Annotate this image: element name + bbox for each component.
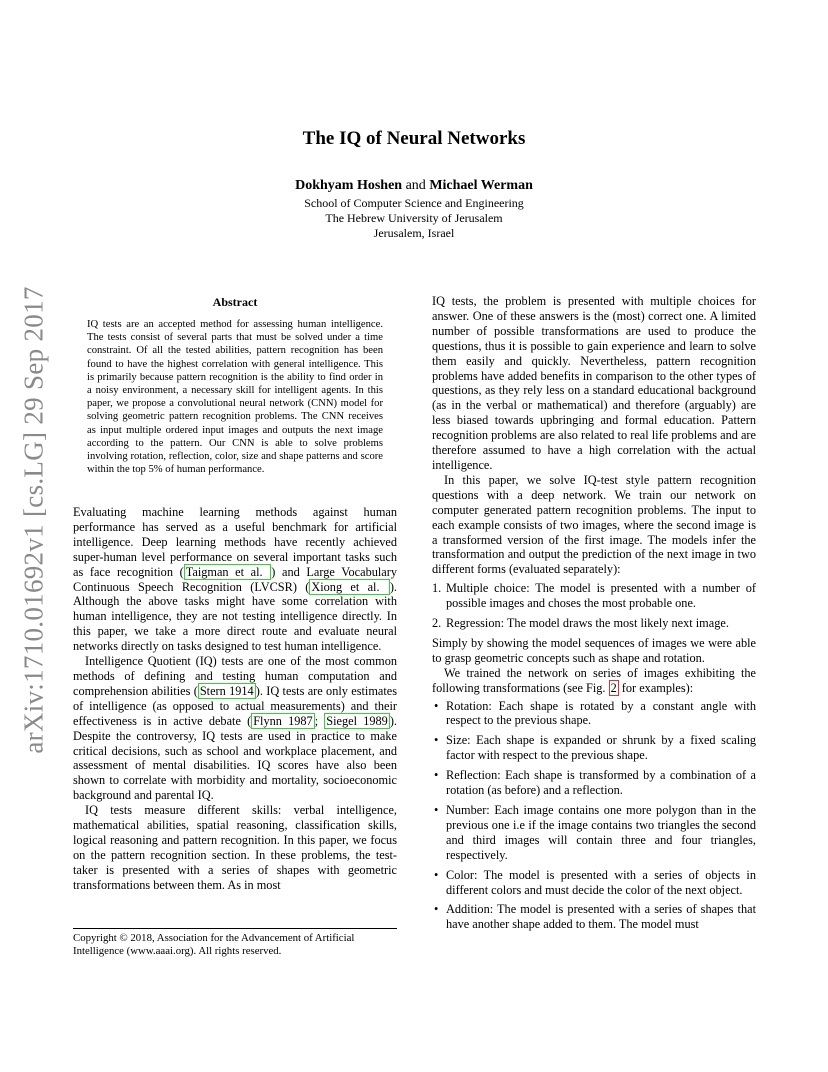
list-item: • Reflection: Each shape is transformed by a combination of a rotation (as before) and a reflection.	[432, 768, 756, 798]
right-paragraph-1: IQ tests, the problem is presented with multiple choices for answer. One of these answers is the (most) correct one. A limited number of possible transformations are used to produce the questions, thus it is possible to gain experience and learn to solve them easily and quickly. Nevertheless, pattern recognition problems have added benefits in comparison to the other types of questions, as they rely less on a standard educational background (as in the verbal or mathematical) and therefore (arguably) are less biased towards upbringing and formal education. Pattern recognition problems are also related to real life problems and are therefore assumed to have a high correlation with the actual intelligence.	[432, 294, 756, 472]
citation-siegel[interactable]: Siegel 1989	[326, 713, 388, 728]
author-1: Dokhyam Hoshen	[295, 178, 403, 193]
arxiv-identifier: arXiv:1710.01692v1 [cs.LG] 29 Sep 2017	[18, 286, 49, 754]
intro-paragraph-2: Intelligence Quotient (IQ) tests are one of the most common methods of defining and testing human computation and comprehension abilities ( Stern 1914 ). IQ tests are only estimates of intelligence (as opposed to actual measurements) and their effectiveness is in active debate ( Flynn 1987 ; Siegel 1989 ). Despite the controversy, IQ tests are used in practice to make critical decisions, such as school and workplace placement, and assessment of mental disabilities. IQ scores have also been shown to correlate with morbidity and mortality, socioeconomic background and parental IQ.	[73, 654, 398, 803]
copyright-footnote: Copyright © 2018, Association for the Advancement of Artificial Intelligence (www.aaai.org). All rights reserved.	[73, 928, 397, 958]
author-2: Michael Werman	[429, 178, 533, 193]
right-column	[432, 294, 756, 937]
list-item: • Rotation: Each shape is rotated by a constant angle with respect to the previous shape.	[432, 699, 756, 729]
author-conjunction: and	[405, 178, 426, 193]
intro-paragraph-1: Evaluating machine learning methods against human performance has served as a useful benchmark for artificial intelligence. Deep learning methods have recently achieved super-human level performance on several important tasks such as face recognition ( Taigman et al. ) and Large Vocabulary Continuous Speech Recognition (LVCSR) ( Xiong et al. ). Although the above tasks might have some correlation with human intelligence, they are not testing intelligence directly. In this paper, we take a more direct route and evaluate neural networks directly on tasks designed to test human intelligence.	[73, 505, 397, 654]
abstract-heading: Abstract	[212, 295, 258, 309]
intro-paragraph-3: IQ tests measure different skills: verbal intelligence, mathematical abilities, spatial reasoning, classification skills, logical reasoning and pattern recognition. In this paper, we focus on the pattern recognition section. In these problems, the test-taker is presented with a series of shapes with geometric transformations between them. As in most	[73, 803, 397, 892]
affiliation-location: Jerusalem, Israel	[373, 226, 455, 240]
right-paragraph-4: We trained the network on series of images exhibiting the following transformations (see Fig. 2 for examples):	[432, 665, 756, 695]
affiliation-school: School of Computer Science and Engineering	[304, 196, 524, 210]
list-item: 1. Multiple choice: The model is presented with a number of possible images and choses the most probable one.	[432, 581, 756, 611]
paper-title: The IQ of Neural Networks	[302, 128, 526, 149]
abstract-text: IQ tests are an accepted method for assessing human intelligence. The tests consist of several parts that must be solved under a time constraint. Of all the tested abilities, pattern recognition has been found to have the highest correlation with general intelligence. This is primarily because pattern recognition is the ability to find order in a noisy environment, a necessary skill for intelligent agents. In this paper, we propose a convolutional neural network (CNN) model for solving geometric pattern recognition problems. The CNN receives as input multiple ordered input images and outputs the next image according to the pattern. Our CNN is able to solve problems involving rotation, reflection, color, size and shape patterns and score within the top 5% of human performance.	[87, 319, 383, 476]
affiliation-university: The Hebrew University of Jerusalem	[325, 211, 503, 225]
list-item: 2. Regression: The model draws the most likely next image.	[432, 616, 729, 631]
list-item: • Size: Each shape is expanded or shrunk by a fixed scaling factor with respect to the previous shape.	[432, 733, 756, 763]
affiliation	[0, 196, 828, 241]
list-item: • Addition: The model is presented with a series of shapes that have another shape added to them. The model must	[432, 902, 756, 932]
right-paragraph-2: In this paper, we solve IQ-test style pattern recognition questions with a deep network. We train our network on computer generated pattern recognition problems. The input to each example consists of two images, where the second image is a transformed version of the first image. The models infer the transformation and output the prediction of the next image in two different forms (evaluated separately):	[432, 472, 756, 577]
citation-xiong[interactable]: Xiong et al.	[311, 579, 388, 594]
evaluation-forms-list	[432, 581, 756, 631]
left-column	[73, 505, 397, 893]
arxiv-sidebar	[14, 285, 54, 755]
citation-stern[interactable]: Stern 1914	[199, 683, 254, 698]
citation-flynn[interactable]: Flynn 1987	[253, 713, 313, 728]
transformations-list	[432, 699, 756, 933]
citation-taigman[interactable]: Taigman et al.	[185, 564, 270, 579]
right-paragraph-3: Simply by showing the model sequences of images we were able to grasp geometric concepts such as shape and rotation.	[432, 635, 756, 665]
author-line	[0, 178, 828, 194]
list-item: • Color: The model is presented with a series of objects in different colors and must decide the color of the next object.	[432, 868, 756, 898]
figure-reference[interactable]: 2	[610, 680, 617, 695]
list-item: • Number: Each image contains one more polygon than in the previous one i.e if the image contains two triangles the second and third images will contain three and four triangles, respectively.	[432, 803, 756, 863]
